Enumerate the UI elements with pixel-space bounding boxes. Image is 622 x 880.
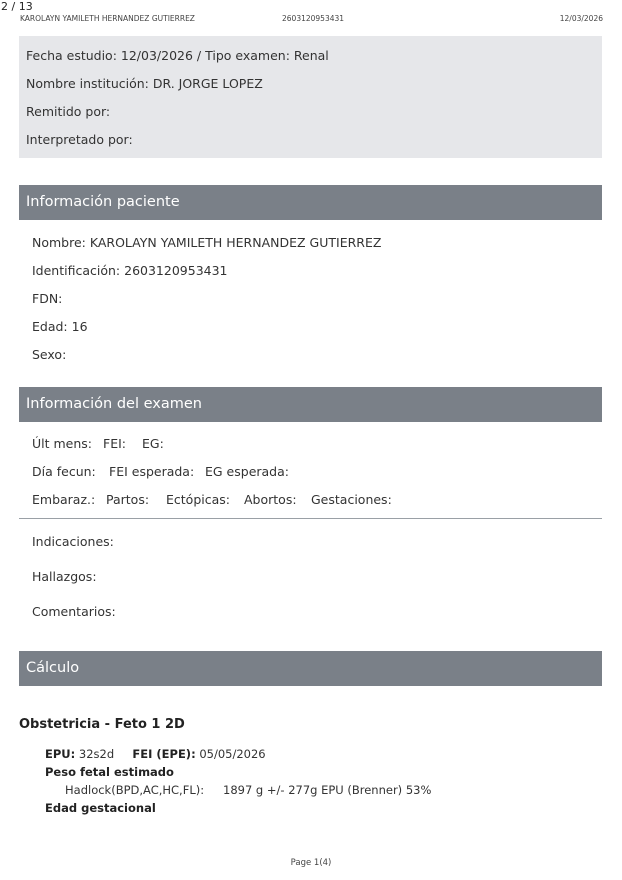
- fei-epe-label: FEI (EPE):: [132, 747, 196, 761]
- eg-field: EG:: [142, 436, 164, 451]
- fei-field: FEI:: [103, 436, 126, 451]
- epu-row: [45, 747, 266, 761]
- header-patient-name: KAROLAYN YAMILETH HERNANDEZ GUTIERREZ: [20, 14, 195, 23]
- comments: Comentarios:: [32, 604, 116, 619]
- patient-sex: Sexo:: [32, 347, 67, 362]
- exam-section-header: [19, 387, 602, 422]
- fei-epe-value: 05/05/2026: [199, 747, 266, 761]
- findings: Hallazgos:: [32, 569, 97, 584]
- epu-label: EPU:: [45, 747, 76, 761]
- interpreted-by: Interpretado por:: [26, 132, 133, 147]
- pregnancies: Embaraz.:: [32, 492, 96, 507]
- gestational-age-text: Edad gestacional: [45, 801, 156, 815]
- epu-value: 32s2d: [78, 747, 115, 761]
- last-menstruation: Últ mens:: [32, 436, 93, 451]
- ectopics: Ectópicas:: [166, 492, 230, 507]
- patient-section-title: Información paciente: [26, 194, 180, 210]
- study-date-type: Fecha estudio: 12/03/2026 / Tipo examen: Renal: [26, 48, 329, 63]
- study-info-box: [19, 36, 602, 158]
- page-indicator: 2 / 13: [1, 0, 33, 13]
- header-patient-id: 2603120953431: [282, 14, 345, 23]
- estimated-weight-text: Peso fetal estimado: [45, 765, 174, 779]
- births: Partos:: [106, 492, 150, 507]
- exam-divider: [19, 518, 602, 519]
- page-footer: Page 1(4): [290, 858, 332, 868]
- estimated-weight-label: [45, 765, 174, 779]
- patient-age: Edad: 16: [32, 319, 88, 334]
- expected-eg: EG esperada:: [205, 464, 289, 479]
- abortions: Abortos:: [244, 492, 297, 507]
- patient-section-header: [19, 185, 602, 220]
- exam-section-title: Información del examen: [26, 396, 202, 412]
- patient-name: Nombre: KAROLAYN YAMILETH HERNANDEZ GUTIERREZ: [32, 235, 382, 250]
- header-date: 12/03/2026: [559, 14, 603, 23]
- fecundation-day: Día fecun:: [32, 464, 96, 479]
- hadlock-label: Hadlock(BPD,AC,HC,FL):: [65, 783, 205, 797]
- patient-fdn: FDN:: [32, 291, 63, 306]
- institution-name: Nombre institución: DR. JORGE LOPEZ: [26, 76, 263, 91]
- gestations: Gestaciones:: [311, 492, 392, 507]
- calc-section-title: Cálculo: [26, 660, 80, 676]
- obstetrics-fetus-title: Obstetricia - Feto 1 2D: [19, 717, 185, 732]
- expected-fei: FEI esperada:: [109, 464, 195, 479]
- patient-identification: Identificación: 2603120953431: [32, 263, 228, 278]
- hadlock-value: 1897 g +/- 277g EPU (Brenner) 53%: [223, 783, 432, 797]
- calc-section-header: [19, 651, 602, 686]
- referred-by: Remitido por:: [26, 104, 111, 119]
- gestational-age-label: [45, 801, 156, 815]
- indications: Indicaciones:: [32, 534, 114, 549]
